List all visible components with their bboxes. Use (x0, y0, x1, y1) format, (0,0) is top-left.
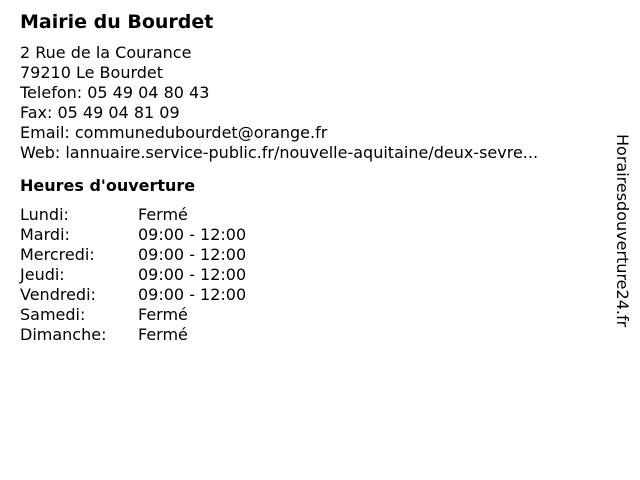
city-line: 79210 Le Bourdet (20, 63, 164, 82)
email-line: Email: communedubourdet@orange.fr (20, 123, 328, 142)
hours-row-samedi (20, 305, 600, 325)
hours-row-mardi (20, 225, 600, 245)
hours-row-mercredi (20, 245, 600, 265)
hours-row-dimanche (20, 325, 600, 345)
day-label: Mercredi: (20, 245, 95, 264)
day-hours: Fermé (138, 325, 188, 344)
day-label: Lundi: (20, 205, 69, 224)
day-hours: 09:00 - 12:00 (138, 285, 247, 304)
day-label: Jeudi: (20, 265, 65, 284)
business-card (20, 10, 600, 345)
hours-table (20, 205, 600, 345)
phone-line: Telefon: 05 49 04 80 43 (20, 83, 210, 102)
site-brand: Horairesdouverture24.fr (613, 134, 632, 328)
hours-heading: Heures d'ouverture (20, 176, 196, 195)
day-label: Vendredi: (20, 285, 96, 304)
hours-row-jeudi (20, 265, 600, 285)
address-block (20, 43, 600, 163)
day-hours: 09:00 - 12:00 (138, 225, 247, 244)
business-name: Mairie du Bourdet (20, 11, 214, 33)
day-hours: Fermé (138, 205, 188, 224)
day-label: Mardi: (20, 225, 70, 244)
fax-line: Fax: 05 49 04 81 09 (20, 103, 180, 122)
web-line: Web: lannuaire.service-public.fr/nouvelle-aquitaine/deux-sevre... (20, 143, 539, 162)
day-hours: 09:00 - 12:00 (138, 265, 247, 284)
hours-row-lundi (20, 205, 600, 225)
hours-row-vendredi (20, 285, 600, 305)
street-line: 2 Rue de la Courance (20, 43, 192, 62)
day-label: Dimanche: (20, 325, 107, 344)
day-label: Samedi: (20, 305, 86, 324)
day-hours: 09:00 - 12:00 (138, 245, 247, 264)
day-hours: Fermé (138, 305, 188, 324)
